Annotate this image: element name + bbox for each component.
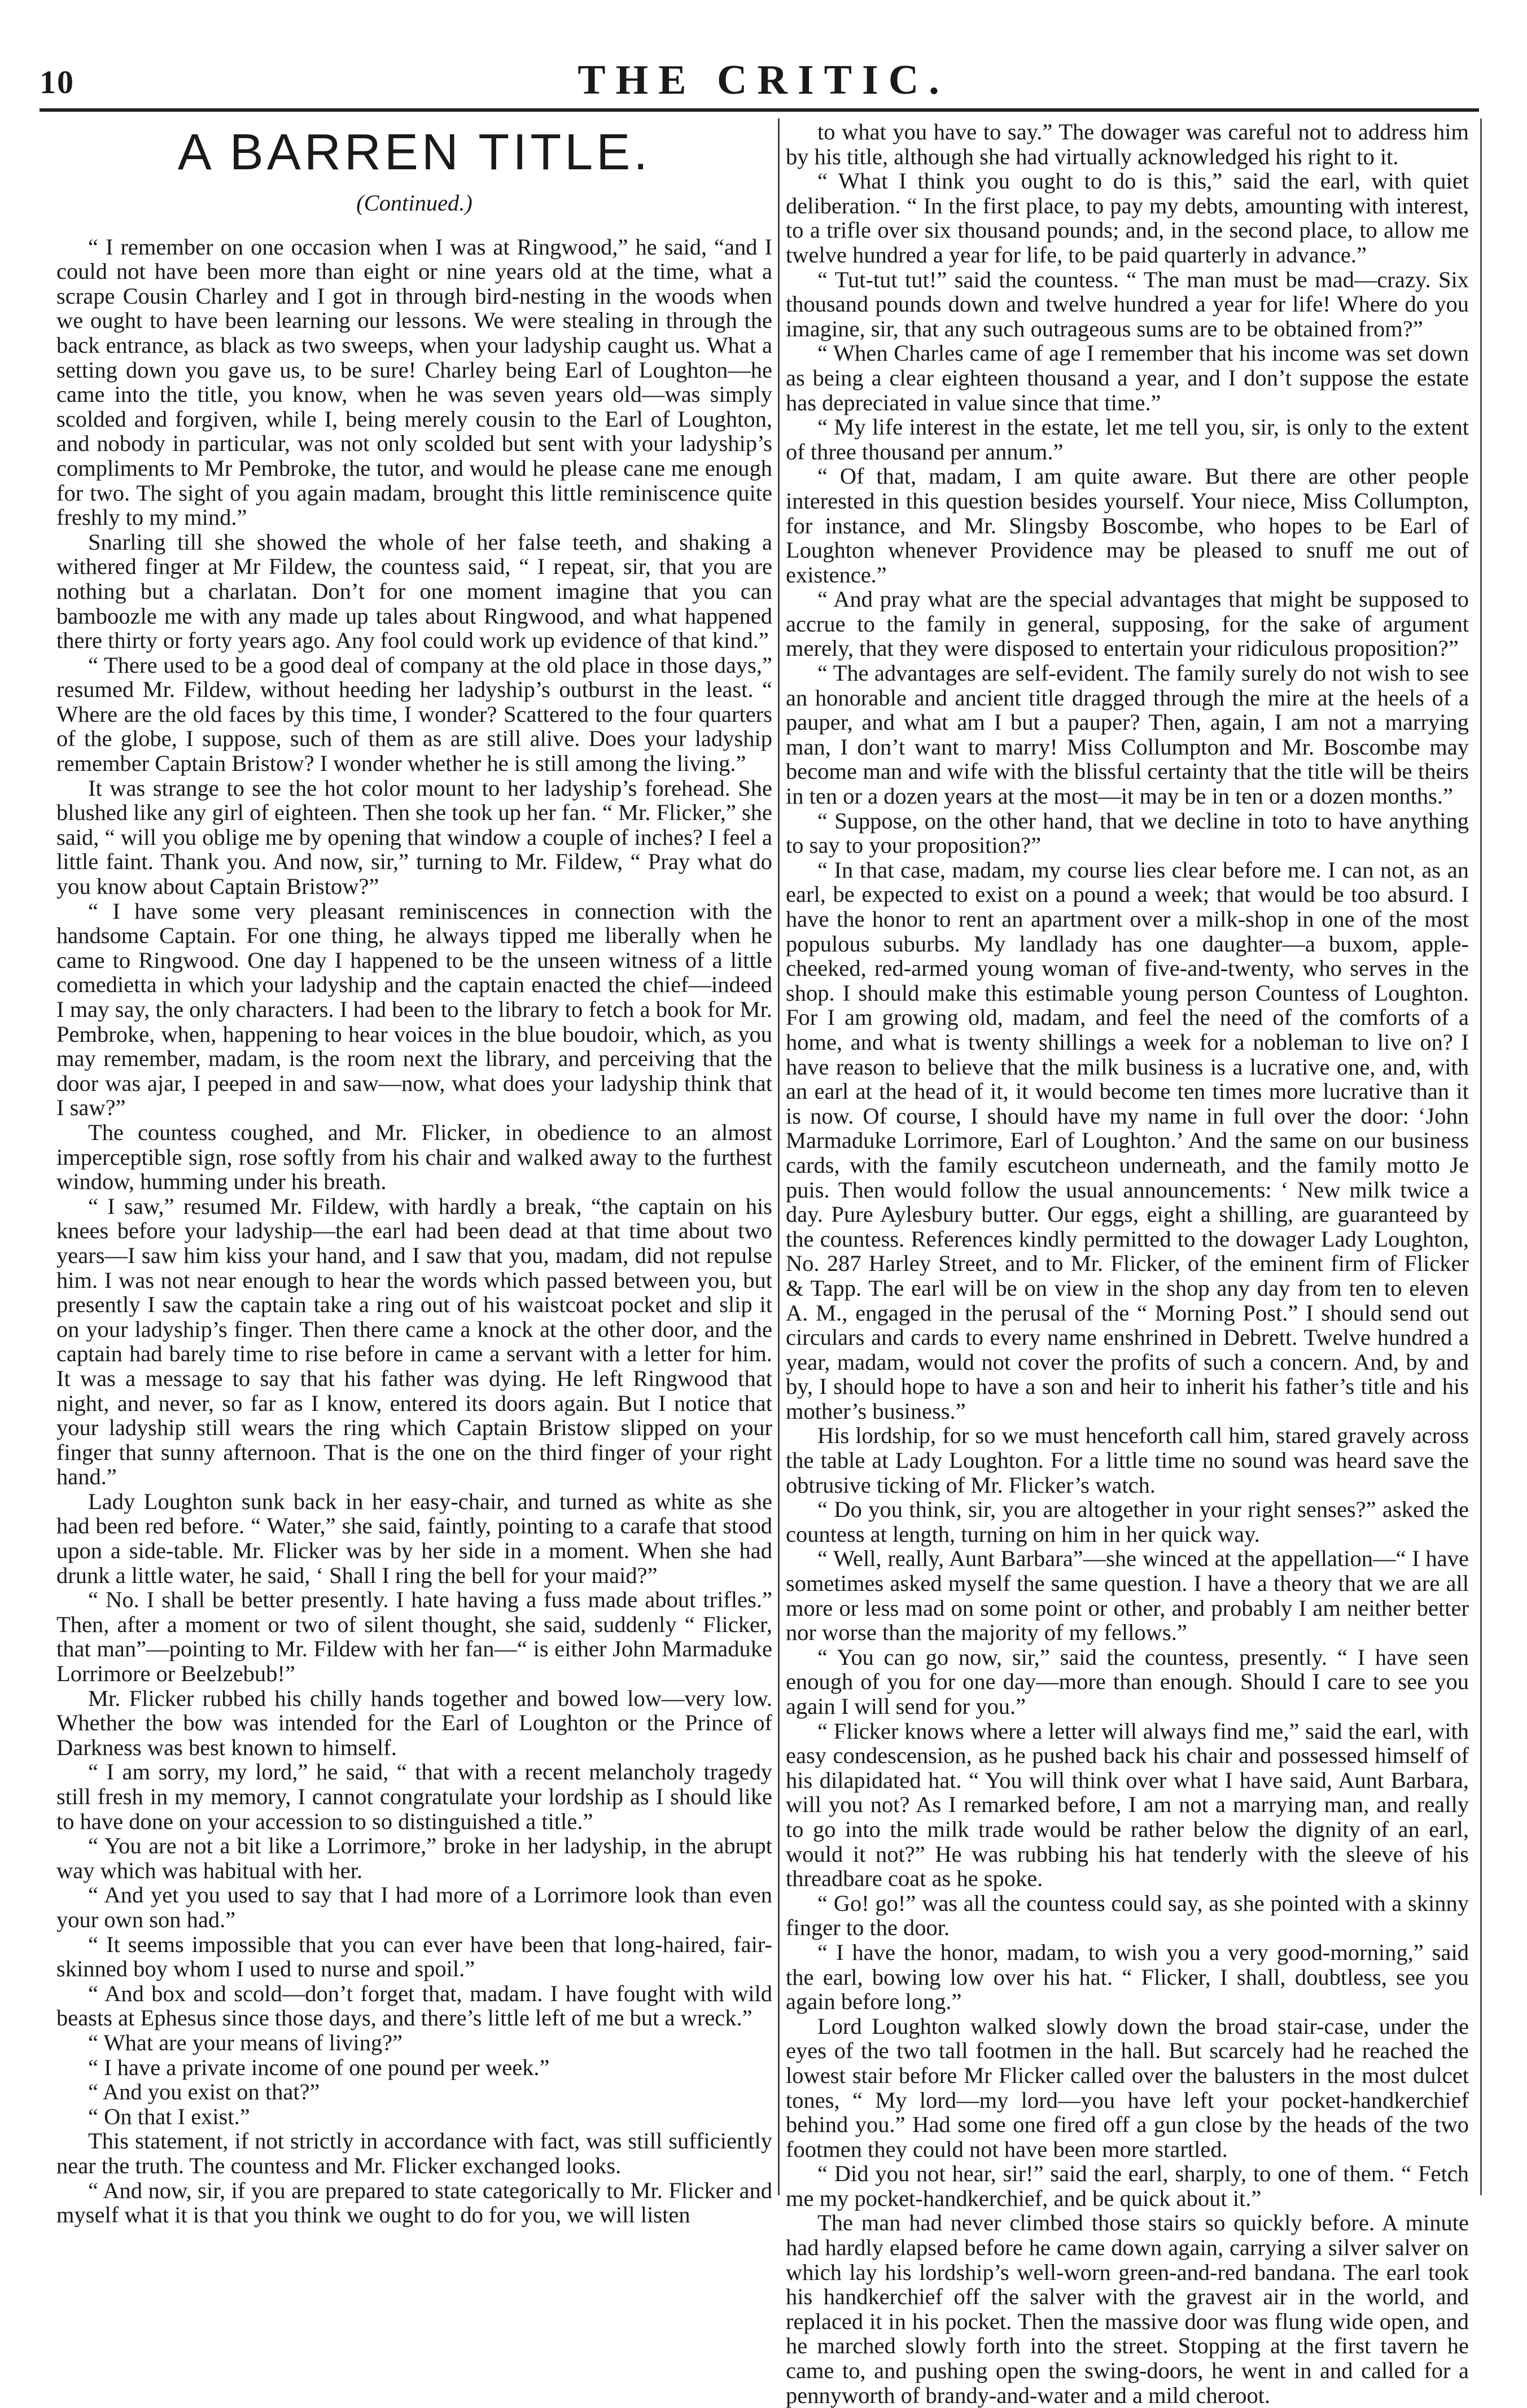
paragraph: “ And box and scold—don’t forget that, madam. I have fought with wild beasts at Ephesus since those days, and there’s little left of me but a wreck.” <box>56 1980 772 2031</box>
paragraph: “ Of that, madam, I am quite aware. But there are other people interested in this question besides yourself. Your niece, Miss Collumpton, for instance, and Mr. Slingsby Boscombe, who hopes to be Earl of Loughton whenever Providence may be pleased to snuff me out of existence.” <box>786 463 1469 587</box>
paragraph: “ It seems impossible that you can ever have been that long-haired, fair-skinned boy whom I used to nurse and spoil.” <box>56 1931 772 1982</box>
paragraph: “ Flicker knows where a letter will always find me,” said the earl, with easy condescension, as he pushed back his chair and possessed himself of his dilapidated hat. “ You will think over what I have said, Aunt Barbara, will you not? As I remarked before, I am not a marrying man, and really to go into the milk trade would be rather below the dignity of an earl, would it not?” He was rubbing his hat tenderly with the sleeve of his threadbare coat as he spoke. <box>786 1718 1469 1892</box>
paragraph: “ Tut-tut tut!” said the countess. “ The man must be mad—crazy. Six thousand pounds down and twelve hundred a year for life! Where do you imagine, sir, that any such outrageous sums are to be obtained from?” <box>786 266 1469 341</box>
paragraph: “ Go! go!” was all the countess could say, as she pointed with a skinny finger to the door. <box>786 1890 1469 1941</box>
paragraph: “ I have the honor, madam, to wish you a very good-morning,” said the earl, bowing low over his hat. “ Flicker, I shall, doubtless, see you again before long.” <box>786 1939 1469 2015</box>
paragraph: Lord Loughton walked slowly down the broad stair-case, under the eyes of the two tall footmen in the hall. But scarcely had he reached the lowest stair before Mr Flicker called over the balusters in the most dulcet tones, “ My lord—my lord—you have left your pocket-handkerchief behind you.” Had some one fired off a gun close by the heads of the two footmen they could not have been more startled. <box>786 2013 1469 2162</box>
paragraph: “ My life interest in the estate, let me tell you, sir, is only to the extent of three thousand per annum.” <box>786 414 1469 464</box>
paragraph: “ You are not a bit like a Lorrimore,” broke in her ladyship, in the abrupt way which was habitual with her. <box>56 1833 772 1883</box>
header-rule <box>40 108 1479 112</box>
paragraph: It was strange to see the hot color mount to her ladyship’s forehead. She blushed like any girl of eighteen. Then she took up her fan. “ Mr. Flicker,” she said, “ will you oblige me by opening that window a couple of inches? I feel a little faint. Thank you. And now, sir,” turning to Mr. Fildew, “ Pray what do you know about Captain Bristow?” <box>56 775 772 900</box>
paragraph: “ Well, really, Aunt Barbara”—she winced at the appellation—“ I have sometimes asked myself the same question. I have a theory that we are all more or less mad on some point or other, and probably I am neither better nor worse than the majority of my fellows.” <box>786 1546 1469 1646</box>
column-divider <box>778 119 780 2195</box>
paragraph: Lady Loughton sunk back in her easy-chair, and turned as white as she had been red before. “ Water,” she said, faintly, pointing to a carafe that stood upon a side-table. Mr. Flicker was by her side in a moment. When she had drunk a little water, he said, ‘ Shall I ring the bell for your maid?” <box>56 1488 772 1588</box>
article-title: A BARREN TITLE. <box>177 124 651 181</box>
paragraph: This statement, if not strictly in accordance with fact, was still sufficiently near the truth. The countess and Mr. Flicker exchanged looks. <box>56 2128 772 2178</box>
paragraph: “ Suppose, on the other hand, that we decline in toto to have anything to say to your proposition?” <box>786 808 1469 858</box>
paragraph: His lordship, for so we must henceforth call him, stared gravely across the table at Lady Loughton. For a little time no sound was heard save the obtrusive ticking of Mr. Flicker’s watch. <box>786 1423 1469 1498</box>
left-column-body <box>56 235 772 2227</box>
paragraph: “ I saw,” resumed Mr. Fildew, with hardly a break, “the captain on his knees before your ladyship—the earl had been dead at that time about two years—I saw him kiss your hand, and I saw that you, madam, did not repulse him. I was not near enough to hear the words which passed between you, but presently I saw the captain take a ring out of his waistcoat pocket and slip it on your ladyship’s finger. Then there came a knock at the other door, and the captain had barely time to rise before in came a servant with a letter for him. It was a message to say that his father was dying. He left Ringwood that night, and never, so far as I know, entered its doors again. But I notice that your ladyship still wears the ring which Captain Bristow slipped on your finger that sunny afternoon. That is the one on the third finger of your right hand.” <box>56 1193 772 1490</box>
right-column-body <box>786 120 1469 2407</box>
article-subtitle: (Continued.) <box>356 190 472 216</box>
paragraph: “ On that I exist.” <box>88 2103 250 2129</box>
paragraph: “ I remember on one occasion when I was at Ringwood,” he said, “and I could not have been more than eight or nine years old at the time, what a scrape Cousin Charley and I got in through bird-nesting in the woods when we ought to have been learning our lessons. We were stealing in through the back entrance, as black as two sweeps, when your ladyship caught us. What a setting down you gave us, to be sure! Charley being Earl of Loughton—he came into the title, you know, when he was seven years old—was simply scolded and forgiven, while I, being merely cousin to the Earl of Loughton, and nobody in particular, was not only scolded but sent with your ladyship’s compliments to Mr Pembroke, the tutor, and would he please cane me enough for two. The sight of you again madam, brought this little reminiscence quite freshly to my mind.” <box>56 234 772 530</box>
paragraph: “ I am sorry, my lord,” he said, “ that with a recent melancholy tragedy still fresh in my memory, I cannot congratulate your lordship as I should like to have done on your accession to so distinguished a title.” <box>56 1759 772 1834</box>
paragraph: “ The advantages are self-evident. The family surely do not wish to see an honorable and ancient title dragged through the mire at the heels of a pauper, and what am I but a pauper? Then, again, I am not a marrying man, I don’t want to marry! Miss Collumpton and Mr. Boscombe may become man and wife with the blissful certainty that the title will be theirs in ten or a dozen years at the most—it may be in ten or a dozen months.” <box>786 660 1469 809</box>
paragraph: “ There used to be a good deal of company at the old place in those days,” resumed Mr. Fildew, without heeding her ladyship’s outburst in the least. “ Where are the old faces by this time, I wonder? Scattered to the four quarters of the globe, I suppose, such of them as are still alive. Does your ladyship remember Captain Bristow? I wonder whether he is still among the living.” <box>56 652 772 777</box>
page-edge-rule <box>1480 119 1482 2195</box>
masthead: THE CRITIC. <box>577 57 950 103</box>
paragraph: “ No. I shall be better presently. I hate having a fuss made about trifles.” Then, after a moment or two of silent thought, she said, suddenly “ Flicker, that man”—pointing to Mr. Fildew with her fan—“ is either John Marmaduke Lorrimore or Beelzebub!” <box>56 1587 772 1687</box>
paragraph: “ And you exist on that?” <box>88 2079 320 2105</box>
page-number: 10 <box>40 64 75 100</box>
paragraph: “ In that case, madam, my course lies clear before me. I can not, as an earl, be expected to exist on a pound a week; that would be too absurd. I have the honor to rent an apartment over a milk-shop in one of the most populous suburbs. My landlady has one daughter—a buxom, apple-cheeked, red-armed young woman of five-and-twenty, who serves in the shop. I should make this estimable young person Countess of Loughton. For I am growing old, madam, and feel the need of the comforts of a home, and what is twenty shillings a week for a nobleman to live on? I have reason to believe that the milk business is a lucrative one, and, with an earl at the head of it, it would become ten times more lucrative than it is now. Of course, I should have my name in full over the door: ‘John Marmaduke Lorrimore, Earl of Loughton.’ And the same on our business cards, with the family escutcheon underneath, and the family motto Je puis. Then would follow the usual announcements: ‘ New milk twice a day. Pure Aylesbury butter. Our eggs, eight a shilling, are guaranteed by the countess. References kindly permitted to the dowager Lady Loughton, No. 287 Harley Street, and to Mr. Flicker, of the eminent firm of Flicker & Tapp. The earl will be on view in the shop any day from ten to eleven A. M., engaged in the perusal of the “ Morning Post.” I should send out circulars and cards to every name enshrined in Debrett. Twelve hundred a year, madam, would not cover the profits of such a concern. And, by and by, I should hope to have a son and heir to inherit his father’s title and his mother’s business.” <box>786 857 1469 1424</box>
paragraph: “ What I think you ought to do is this,” said the earl, with quiet deliberation. “ In the first place, to pay my debts, amounting with interest, to a trifle over six thousand pounds; and, in the second place, to allow me twelve hundred a year for life, to be paid quarterly in advance.” <box>786 168 1469 267</box>
paragraph: Mr. Flicker rubbed his chilly hands together and bowed low—very low. Whether the bow was intended for the Earl of Loughton or the Prince of Darkness was best known to himself. <box>56 1685 772 1760</box>
paragraph: “ And now, sir, if you are prepared to state categorically to Mr. Flicker and myself what it is that you think we ought to do for you, we will listen <box>56 2177 772 2228</box>
paragraph: Snarling till she showed the whole of her false teeth, and shaking a withered finger at Mr Fildew, the countess said, “ I repeat, sir, that you are nothing but a charlatan. Don’t for one moment imagine that you can bamboozle me with any made up tales about Ringwood, and what happened there thirty or forty years ago. Any fool could work up evidence of that kind.” <box>56 529 772 653</box>
paragraph: “ And yet you used to say that I had more of a Lorrimore look than even your own son had.” <box>56 1882 772 1932</box>
paragraph: “ You can go now, sir,” said the countess, presently. “ I have seen enough of you for one day—more than enough. Should I care to see you again I will send for you.” <box>786 1644 1469 1719</box>
right-column <box>786 119 1469 2408</box>
paragraph: “ Do you think, sir, you are altogether in your right senses?” asked the countess at length, turning on him in her quick way. <box>786 1497 1469 1547</box>
paragraph: “ I have some very pleasant reminiscences in connection with the handsome Captain. For one thing, he always tipped me liberally when he came to Ringwood. One day I happened to be the unseen witness of a little comedietta in which your ladyship and the captain enacted the chief—indeed I may say, the only characters. I had been to the library to fetch a book for Mr. Pembroke, when, happening to hear voices in the blue boudoir, which, as you may remember, madam, is the room next the library, and perceiving that the door was ajar, I peeped in and saw—now, what does your ladyship think that I saw?” <box>56 898 772 1121</box>
paragraph: The countess coughed, and Mr. Flicker, in obedience to an almost imperceptible sign, rose softly from his chair and walked away to the furthest window, humming under his breath. <box>56 1119 772 1195</box>
paragraph: “ Did you not hear, sir!” said the earl, sharply, to one of them. “ Fetch me my pocket-handkerchief, and be quick about it.” <box>786 2161 1469 2211</box>
paragraph: “ When Charles came of age I remember that his income was set down as being a clear eighteen thousand a year, and I don’t suppose the estate has depreciated in value since that time.” <box>786 340 1469 415</box>
left-column <box>56 120 772 2228</box>
paragraph: The man had never climbed those stairs so quickly before. A minute had hardly elapsed before he came down again, carrying a silver salver on which lay his lordship’s well-worn green-and-red bandana. The earl took his handkerchief off the salver with the gravest air in the world, and replaced it in his pocket. Then the massive door was flung wide open, and he marched slowly forth into the street. Stopping at the first tavern he came to, and pushing open the swing-doors, he went in and called for a pennyworth of brandy-and-water and a mild cheroot. <box>786 2210 1469 2408</box>
paragraph: to what you have to say.” The dowager was careful not to address him by his title, although she had virtually acknowledged his right to it. <box>786 119 1469 169</box>
paragraph: “ And pray what are the special advantages that might be supposed to accrue to the family in general, supposing, for the sake of argument merely, that they were disposed to entertain your ridiculous proposition?” <box>786 586 1469 661</box>
paragraph: “ What are your means of living?” <box>88 2029 403 2055</box>
paragraph: “ I have a private income of one pound per week.” <box>88 2054 550 2080</box>
